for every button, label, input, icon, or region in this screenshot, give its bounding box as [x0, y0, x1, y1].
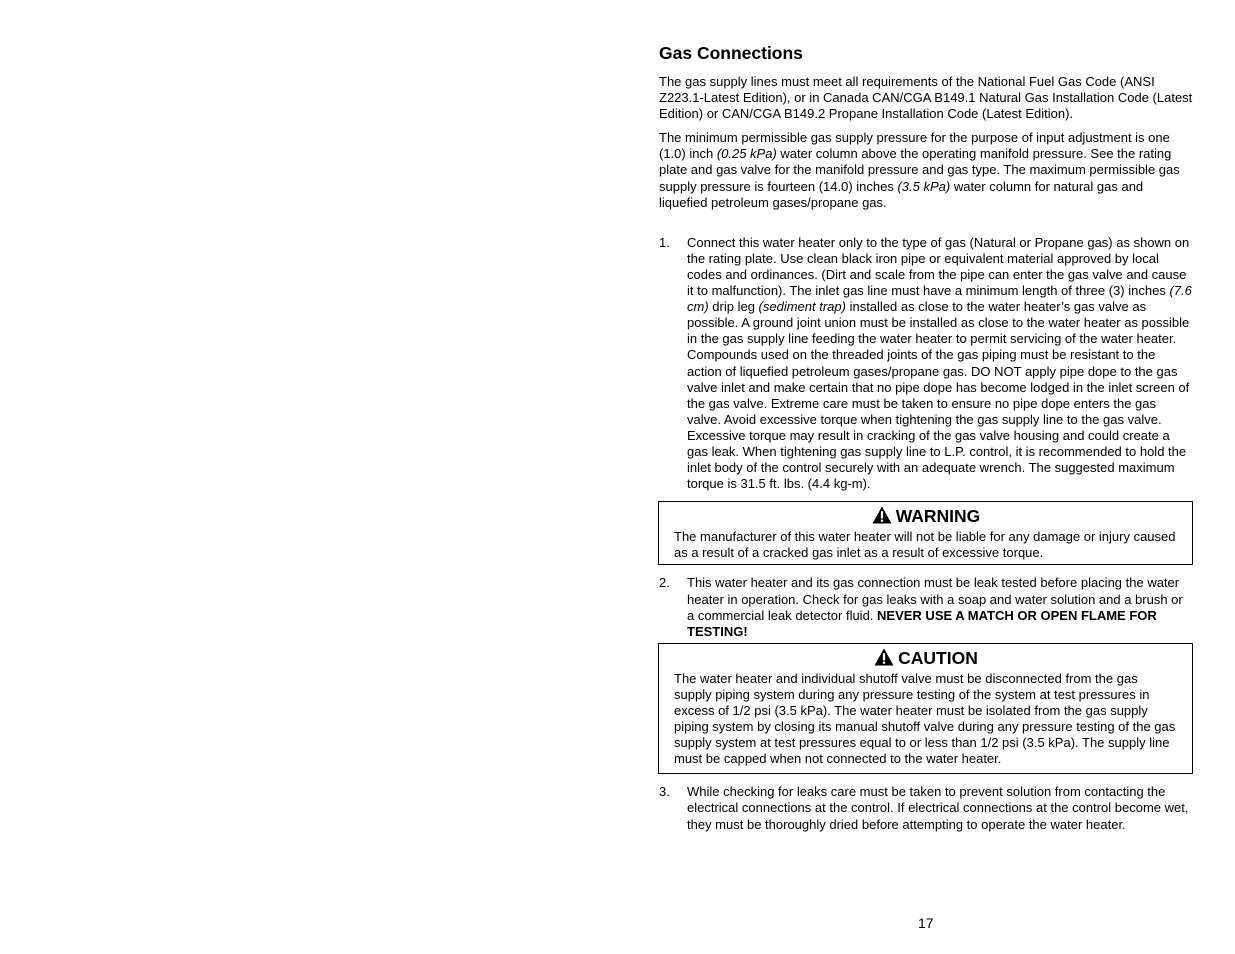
section-heading: Gas Connections — [659, 43, 803, 63]
warning-triangle-icon — [874, 648, 894, 666]
paragraph-code-requirements: The gas supply lines must meet all requirements of the National Fuel Gas Code (ANSI Z223.1-Latest Edition), or in Canada CAN/CGA B149.1 Natural Gas Installation Code (Latest Edition) or CAN/CGA B149.2 Propane Installation Code (Latest Edition). — [659, 74, 1193, 122]
text-run: While checking for leaks care must be taken to prevent solution from contacting the electrical connections at the control. If electrical connections at the control become wet, they must be thoroughly dried before attempting to operate the water heater. — [687, 784, 1189, 832]
text-run: installed as close to the water heater’s gas valve as possible. A ground joint union must be installed as close to the water heater as possible in the gas supply line feeding the water heater to permit servicing of the water heater. Compounds used on the threaded joints of the gas piping must be resistant to the action of liquefied petroleum gases/propane gas. DO NOT apply pipe dope to the gas valve inlet and make certain that no pipe dope has become lodged in the inlet screen of the gas valve. Extreme care must be taken to ensure no pipe dope enters the gas valve. Avoid excessive torque when tightening the gas supply line to the gas valve. Excessive torque may result in cracking of the gas valve housing and could create a gas leak. When tightening gas supply line to L.P. control, it is recommended to hold the inlet body of the control securely with an adequate wrench. The suggested maximum torque is 31.5 ft. lbs. (4.4 kg-m). — [687, 299, 1190, 492]
italic-run: (7.6 cm) — [687, 283, 1192, 315]
warning-text: The manufacturer of this water heater will not be liable for any damage or injury caused as a result of a cracked gas inlet as a result of excessive torque. — [674, 529, 1176, 561]
bold-run: NEVER USE A MATCH OR OPEN FLAME FOR TESTING! — [687, 607, 1157, 639]
italic-run: (0.25 kPa) — [716, 146, 777, 162]
list-number: 1. — [659, 234, 670, 250]
list-item-1 — [659, 235, 1193, 493]
caution-box — [658, 643, 1193, 775]
text-run: The minimum permissible gas supply pressure for the purpose of input adjustment is one (1.0) inch — [659, 130, 1170, 162]
italic-run: (3.5 kPa) — [897, 178, 951, 194]
text-run: This water heater and its gas connection must be leak tested before placing the water heater in operation. Check for gas leaks with a soap and water solution and a brush or a commercial leak detector fluid. — [687, 575, 1183, 623]
italic-run: (sediment trap) — [758, 299, 846, 315]
caution-title: CAUTION — [898, 647, 978, 668]
list-number: 2. — [659, 575, 670, 591]
list-item-2 — [659, 575, 1193, 639]
document-page — [659, 40, 1193, 833]
warning-title: WARNING — [895, 506, 981, 527]
text-run: drip leg — [708, 299, 759, 315]
list-item-3 — [659, 784, 1193, 832]
caution-text: The water heater and individual shutoff valve must be disconnected from the gas supply piping system during any pressure testing of the system at test pressures in excess of 1/2 psi (3.5 kPa). The water heater must be isolated from the gas supply piping system by closing its manual shutoff valve during any pressure testing of the gas supply system at test pressures equal to or less than 1/2 psi (3.5 kPa). The supply line must be capped when not connected to the water heater. — [674, 670, 1176, 767]
paragraph-supply-pressure — [659, 130, 1193, 210]
caution-header — [674, 646, 1178, 670]
text-run: water column above the operating manifold pressure. See the rating plate and gas valve for the manifold pressure and gas type. The maximum permissible gas supply pressure is fourteen (14.0) inches — [659, 146, 1180, 194]
text-run: water column for natural gas and liquefied petroleum gases/propane gas. — [659, 178, 1144, 210]
page-number: 17 — [918, 915, 934, 931]
warning-triangle-icon — [872, 506, 892, 524]
list-number: 3. — [659, 784, 670, 800]
text-run: Connect this water heater only to the type of gas (Natural or Propane gas) as shown on the rating plate. Use clean black iron pipe or equivalent material approved by local codes and ordinances. (Dirt and scale from the pipe can enter the gas valve and cause it to malfunction). The inlet gas line must have a minimum length of three (3) inches — [687, 234, 1190, 299]
warning-box — [658, 501, 1193, 565]
warning-header — [674, 504, 1178, 528]
